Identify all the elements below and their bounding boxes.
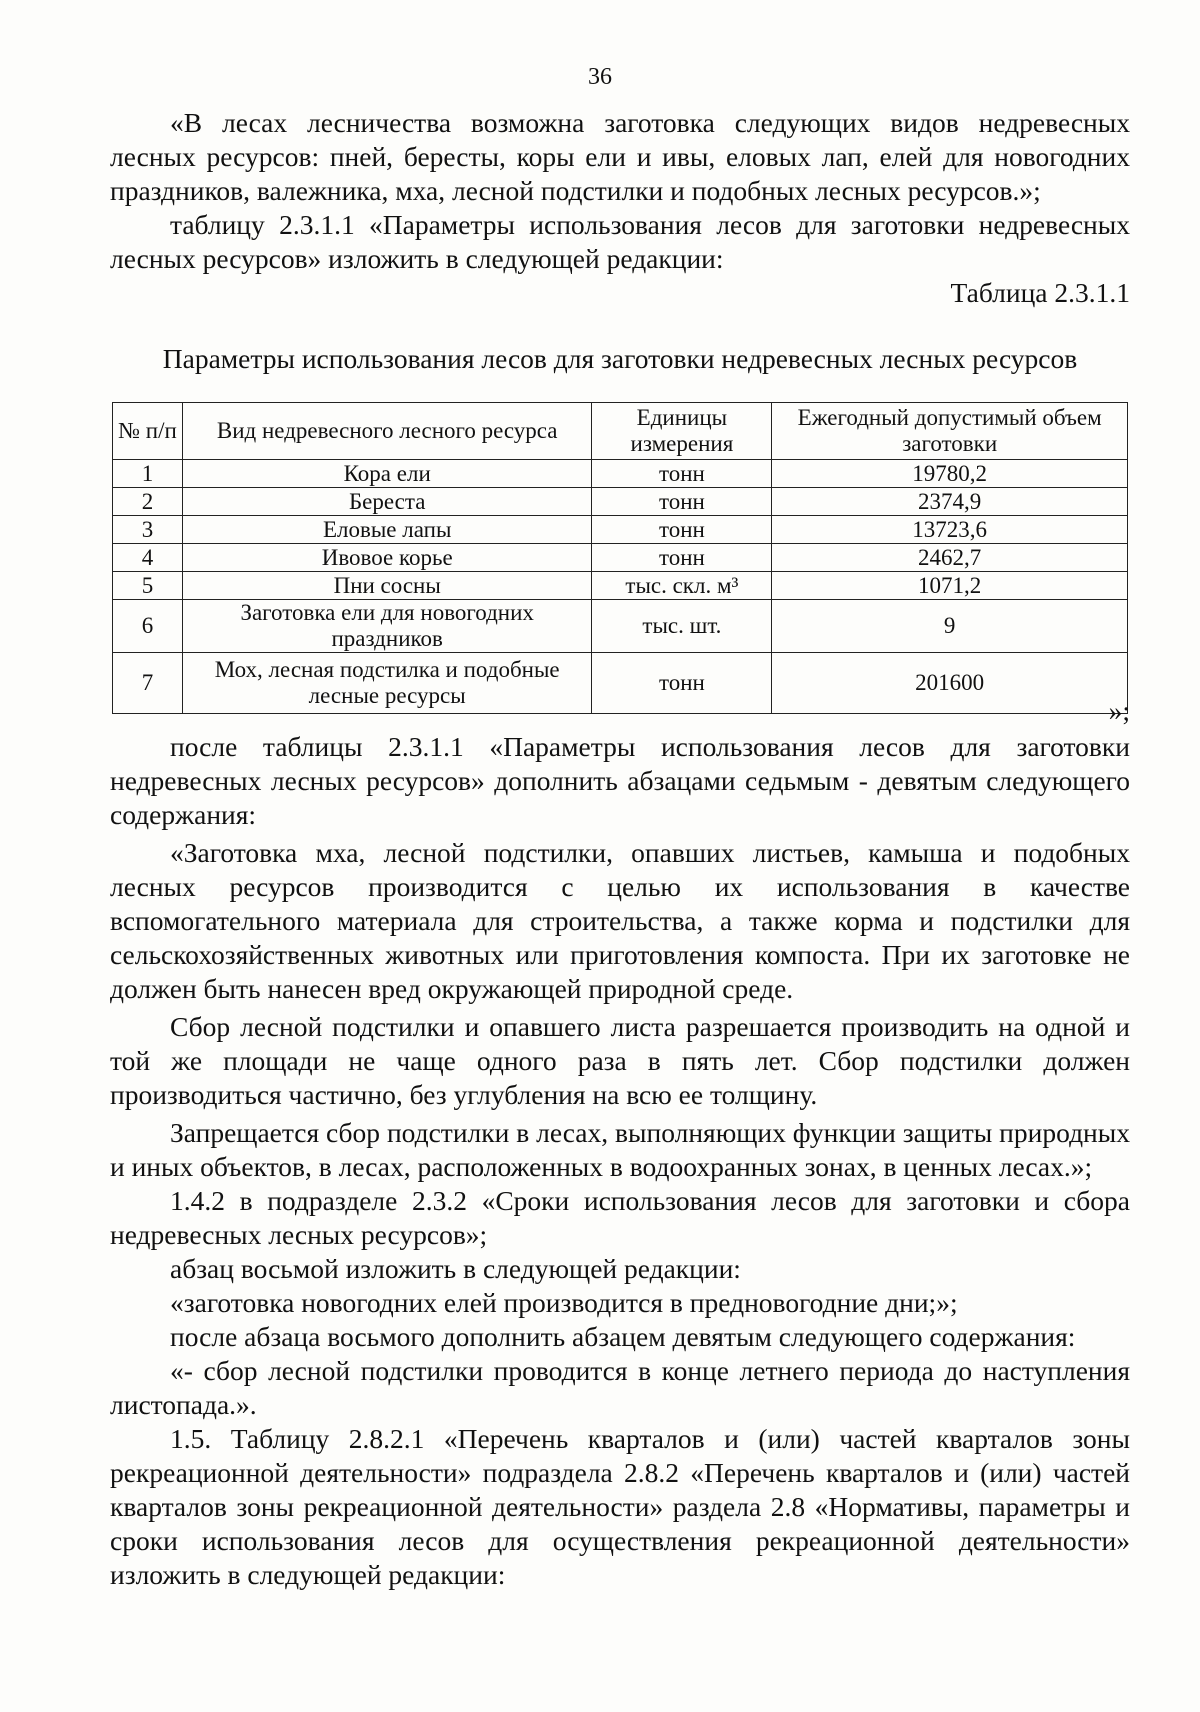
header-number: № п/п: [113, 403, 183, 460]
paragraph: «Заготовка мха, лесной подстилки, опавших листьев, камыша и подобных лесных ресурсов производится с целью их использования в качестве вспомогательного материала для строительства, а также корма и подстилки для сельскохозяйственных животных или приготовления компоста. При их заготовке не должен быть нанесен вред окружающей природной среде.: [110, 837, 1130, 1004]
paragraph: «заготовка новогодних елей производится в предновогодние дни;»;: [170, 1287, 958, 1318]
paragraph: 1.4.2 в подразделе 2.3.2 «Сроки использования лесов для заготовки и сбора недревесных лесных ресурсов»;: [110, 1185, 1130, 1250]
cell-number: 5: [113, 572, 183, 600]
cell-volume: 9: [772, 600, 1128, 653]
cell-volume: 2462,7: [772, 544, 1128, 572]
table-header-row: [113, 403, 1128, 460]
cell-number: 3: [113, 516, 183, 544]
cell-unit: тонн: [592, 653, 772, 714]
cell-volume: 19780,2: [772, 460, 1128, 488]
resources-table: [112, 402, 1128, 714]
table-row: [113, 600, 1128, 653]
cell-unit: тонн: [592, 460, 772, 488]
table-row: [113, 516, 1128, 544]
body-block: [110, 730, 1130, 1592]
header-annual-volume: Ежегодный допустимый объем заготовки: [772, 403, 1128, 460]
paragraph: после абзаца восьмого дополнить абзацем девятым следующего содержания:: [170, 1321, 1076, 1352]
paragraph: «- сбор лесной подстилки проводится в конце летнего периода до наступления листопада.».: [110, 1355, 1130, 1420]
cell-volume: 201600: [772, 653, 1128, 714]
paragraph: абзац восьмой изложить в следующей редакции:: [170, 1253, 741, 1284]
cell-resource: Заготовка ели для новогодних праздников: [182, 600, 592, 653]
table-label: Таблица 2.3.1.1: [950, 277, 1130, 308]
cell-unit: тыс. шт.: [592, 600, 772, 653]
cell-resource: Береста: [182, 488, 592, 516]
table-row: [113, 653, 1128, 714]
paragraph: 1.5. Таблицу 2.8.2.1 «Перечень кварталов и (или) частей кварталов зоны рекреационной деятельности» подраздела 2.8.2 «Перечень кварталов и (или) частей кварталов зоны рекреационной деятельности» раздела 2.8 «Нормативы, параметры и сроки использования лесов для осуществления рекреационной деятельности» изложить в следующей редакции:: [110, 1423, 1130, 1590]
header-resource-type: Вид недревесного лесного ресурса: [182, 403, 592, 460]
paragraph: таблицу 2.3.1.1 «Параметры использования лесов для заготовки недревесных лесных ресурсов» изложить в следующей редакции:: [110, 209, 1130, 274]
table-row: [113, 572, 1128, 600]
cell-resource: Пни сосны: [182, 572, 592, 600]
paragraph: после таблицы 2.3.1.1 «Параметры использования лесов для заготовки недревесных лесных ресурсов» дополнить абзацами седьмым - девятым следующего содержания:: [110, 731, 1130, 830]
table-row: [113, 544, 1128, 572]
cell-number: 6: [113, 600, 183, 653]
intro-block: [110, 106, 1130, 310]
cell-number: 7: [113, 653, 183, 714]
paragraph: «В лесах лесничества возможна заготовка следующих видов недревесных лесных ресурсов: пней, бересты, коры ели и ивы, еловых лап, елей для новогодних праздников, валежника, мха, лесной подстилки и подобных лесных ресурсов.»;: [110, 107, 1130, 206]
page-number: 36: [588, 64, 612, 90]
header-units: Единицы измерения: [592, 403, 772, 460]
cell-volume: 2374,9: [772, 488, 1128, 516]
cell-unit: тонн: [592, 488, 772, 516]
cell-number: 2: [113, 488, 183, 516]
cell-number: 4: [113, 544, 183, 572]
table-row: [113, 488, 1128, 516]
table-title: Параметры использования лесов для заготовки недревесных лесных ресурсов: [162, 343, 1078, 374]
closing-quote-mark: »;: [1108, 695, 1130, 726]
cell-volume: 13723,6: [772, 516, 1128, 544]
paragraph: Сбор лесной подстилки и опавшего листа разрешается производить на одной и той же площади не чаще одного раза в пять лет. Сбор подстилки должен производиться частично, без углубления на всю ее толщину.: [110, 1011, 1130, 1110]
cell-volume: 1071,2: [772, 572, 1128, 600]
cell-unit: тыс. скл. м³: [592, 572, 772, 600]
cell-unit: тонн: [592, 516, 772, 544]
cell-resource: Мох, лесная подстилка и подобные лесные ресурсы: [182, 653, 592, 714]
cell-resource: Ивовое корье: [182, 544, 592, 572]
cell-resource: Кора ели: [182, 460, 592, 488]
paragraph: Запрещается сбор подстилки в лесах, выполняющих функции защиты природных и иных объектов, в лесах, расположенных в водоохранных зонах, в ценных лесах.»;: [110, 1117, 1130, 1182]
table-row: [113, 460, 1128, 488]
cell-resource: Еловые лапы: [182, 516, 592, 544]
cell-number: 1: [113, 460, 183, 488]
cell-unit: тонн: [592, 544, 772, 572]
